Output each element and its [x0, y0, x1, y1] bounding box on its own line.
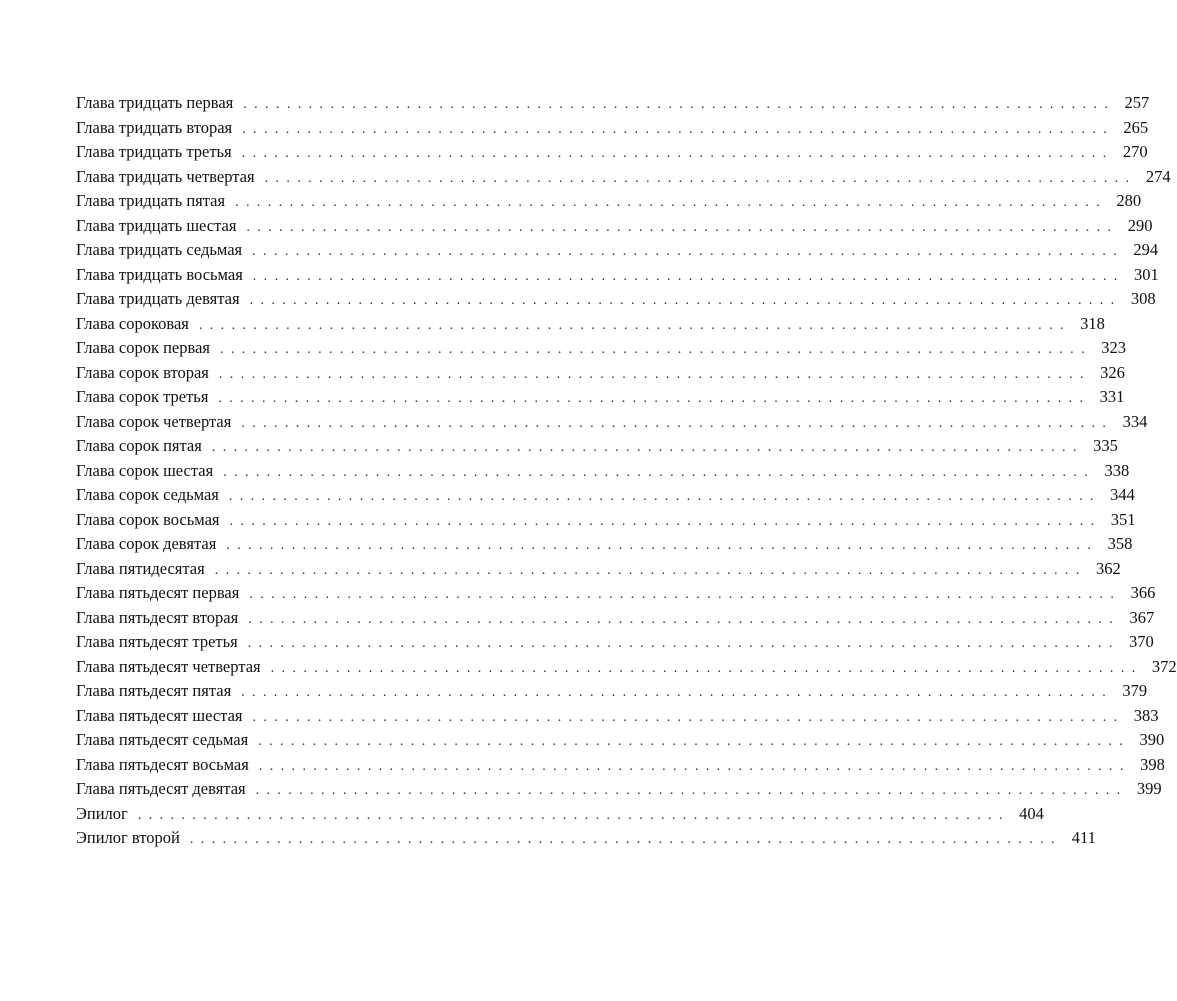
toc-entry-title: Глава пятьдесят пятая: [76, 681, 232, 700]
toc-entry-title: Эпилог второй: [76, 828, 180, 847]
toc-entry: [76, 581, 1156, 606]
dot-leader: ................................................................................: [247, 636, 1120, 651]
toc-entry-page: 398: [1140, 754, 1165, 774]
toc-entry-page: 362: [1095, 558, 1121, 578]
toc-entry-page: 265: [1123, 117, 1149, 137]
dot-leader: ................................................................................: [214, 562, 1087, 578]
toc-entry-page: 399: [1136, 779, 1162, 798]
toc-entry-title: Глава сорок шестая: [76, 460, 214, 480]
dot-leader: ................................................................................: [223, 464, 1096, 480]
toc-entry: [76, 483, 1135, 508]
dot-leader: ................................................................................: [137, 807, 1010, 823]
dot-leader: ................................................................................: [252, 709, 1125, 725]
toc-entry: [76, 557, 1121, 582]
toc-entry: [76, 679, 1148, 704]
toc-entry-title: Глава пятьдесят восьмая: [76, 754, 249, 774]
toc-entry: [76, 459, 1130, 484]
toc-entry-page: 358: [1107, 534, 1133, 553]
toc-entry-page: 379: [1122, 681, 1148, 700]
toc-entry-title: Глава сорок восьмая: [76, 509, 220, 529]
toc-entry: [76, 91, 1150, 116]
toc-entry: [76, 532, 1133, 557]
dot-leader: ................................................................................: [264, 170, 1137, 186]
toc-entry-title: Глава пятидесятая: [76, 558, 205, 578]
toc-entry-title: Глава сорок седьмая: [76, 485, 219, 504]
toc-entry-title: Глава тридцать пятая: [76, 191, 226, 210]
toc-entry-page: 301: [1134, 264, 1159, 284]
toc-entry-title: Глава сороковая: [76, 313, 189, 333]
dot-leader: ................................................................................: [229, 513, 1102, 529]
toc-entry: [76, 606, 1155, 631]
toc-entry-title: Глава сорок вторая: [76, 362, 209, 382]
toc-entry: [76, 189, 1142, 214]
toc-entry-page: 308: [1130, 289, 1156, 308]
dot-leader: ................................................................................: [270, 660, 1143, 676]
toc-entry-title: Глава сорок третья: [76, 387, 209, 406]
toc-entry-page: 404: [1019, 803, 1044, 823]
toc-entry-page: 344: [1110, 485, 1135, 504]
toc-entry-page: 280: [1116, 191, 1142, 210]
toc-entry: [76, 336, 1126, 361]
dot-leader: ................................................................................: [218, 366, 1091, 382]
toc-entry-page: 351: [1110, 509, 1136, 529]
toc-entry-page: 323: [1101, 338, 1126, 357]
toc-entry-title: Глава тридцать четвертая: [76, 166, 255, 186]
toc-entry-page: 383: [1133, 705, 1159, 725]
dot-leader: ................................................................................: [226, 538, 1099, 553]
toc-entry-title: Глава тридцать восьмая: [76, 264, 243, 284]
toc-entry-page: 390: [1139, 730, 1165, 749]
toc-entry-title: Глава тридцать первая: [76, 93, 234, 112]
dot-leader: ................................................................................: [228, 489, 1101, 504]
dot-leader: ................................................................................: [258, 758, 1131, 774]
toc-entry: [76, 116, 1149, 141]
toc-entry-title: Глава пятьдесят первая: [76, 583, 240, 602]
dot-leader: ................................................................................: [243, 97, 1116, 112]
toc-entry: [76, 434, 1118, 459]
toc-entry-page: 270: [1122, 142, 1148, 161]
toc-entry: [76, 826, 1096, 851]
dot-leader: ................................................................................: [198, 317, 1071, 333]
toc-entry-page: 318: [1080, 313, 1105, 333]
dot-leader: ................................................................................: [235, 195, 1108, 210]
toc-entry: [76, 238, 1159, 263]
toc-entry-title: Глава тридцать седьмая: [76, 240, 243, 259]
toc-entry-title: Глава тридцать девятая: [76, 289, 240, 308]
toc-entry-title: Глава пятьдесят третья: [76, 632, 238, 651]
toc-entry-title: Глава пятьдесят вторая: [76, 607, 239, 627]
toc-entry-page: 335: [1093, 436, 1118, 455]
toc-entry-title: Глава пятьдесят четвертая: [76, 656, 261, 676]
toc-entry-title: Глава пятьдесят седьмая: [76, 730, 249, 749]
dot-leader: ................................................................................: [219, 342, 1092, 357]
toc-entry-title: Глава тридцать третья: [76, 142, 232, 161]
dot-leader: ................................................................................: [242, 121, 1115, 137]
toc-entry-title: Глава тридцать шестая: [76, 215, 237, 235]
toc-entry-page: 326: [1100, 362, 1125, 382]
dot-leader: ................................................................................: [252, 244, 1125, 259]
table-of-contents: [76, 91, 1177, 851]
toc-entry: [76, 704, 1159, 729]
toc-entry-title: Глава сорок девятая: [76, 534, 217, 553]
toc-entry-title: Глава сорок пятая: [76, 436, 202, 455]
toc-entry-page: 372: [1151, 656, 1177, 676]
dot-leader: ................................................................................: [218, 391, 1091, 406]
toc-entry: [76, 508, 1136, 533]
toc-entry-title: Глава пятьдесят девятая: [76, 779, 246, 798]
toc-entry-page: 411: [1071, 828, 1096, 847]
toc-entry-page: 294: [1133, 240, 1159, 259]
toc-entry: [76, 214, 1153, 239]
toc-entry-page: 290: [1127, 215, 1153, 235]
dot-leader: ................................................................................: [241, 146, 1114, 161]
toc-entry: [76, 385, 1125, 410]
toc-entry-page: 367: [1129, 607, 1155, 627]
toc-entry: [76, 312, 1105, 337]
dot-leader: ................................................................................: [189, 832, 1062, 847]
toc-entry: [76, 802, 1044, 827]
toc-entry: [76, 728, 1165, 753]
dot-leader: ................................................................................: [211, 440, 1084, 455]
toc-entry-page: 331: [1099, 387, 1125, 406]
toc-entry: [76, 140, 1148, 165]
toc-entry-page: 274: [1145, 166, 1171, 186]
toc-entry-page: 257: [1124, 93, 1150, 112]
toc-entry-page: 366: [1130, 583, 1156, 602]
toc-entry-page: 370: [1128, 632, 1154, 651]
dot-leader: ................................................................................: [252, 268, 1125, 284]
dot-leader: ................................................................................: [246, 219, 1119, 235]
toc-entry-page: 338: [1104, 460, 1130, 480]
toc-entry: [76, 263, 1159, 288]
toc-entry: [76, 630, 1154, 655]
toc-entry: [76, 655, 1177, 680]
toc-entry-title: Глава сорок первая: [76, 338, 210, 357]
toc-entry: [76, 410, 1148, 435]
dot-leader: ................................................................................: [241, 685, 1114, 700]
toc-entry: [76, 165, 1171, 190]
dot-leader: ................................................................................: [255, 783, 1128, 798]
toc-entry-title: Глава сорок четвертая: [76, 411, 232, 431]
toc-entry-title: Глава тридцать вторая: [76, 117, 233, 137]
toc-entry-page: 334: [1122, 411, 1148, 431]
dot-leader: ................................................................................: [249, 587, 1122, 602]
dot-leader: ................................................................................: [241, 415, 1114, 431]
dot-leader: ................................................................................: [258, 734, 1131, 749]
dot-leader: ................................................................................: [249, 293, 1122, 308]
toc-entry: [76, 753, 1165, 778]
toc-entry: [76, 361, 1125, 386]
toc-entry: [76, 287, 1156, 312]
toc-entry-title: Эпилог: [76, 803, 128, 823]
dot-leader: ................................................................................: [248, 611, 1121, 627]
toc-entry-title: Глава пятьдесят шестая: [76, 705, 243, 725]
toc-entry: [76, 777, 1162, 802]
